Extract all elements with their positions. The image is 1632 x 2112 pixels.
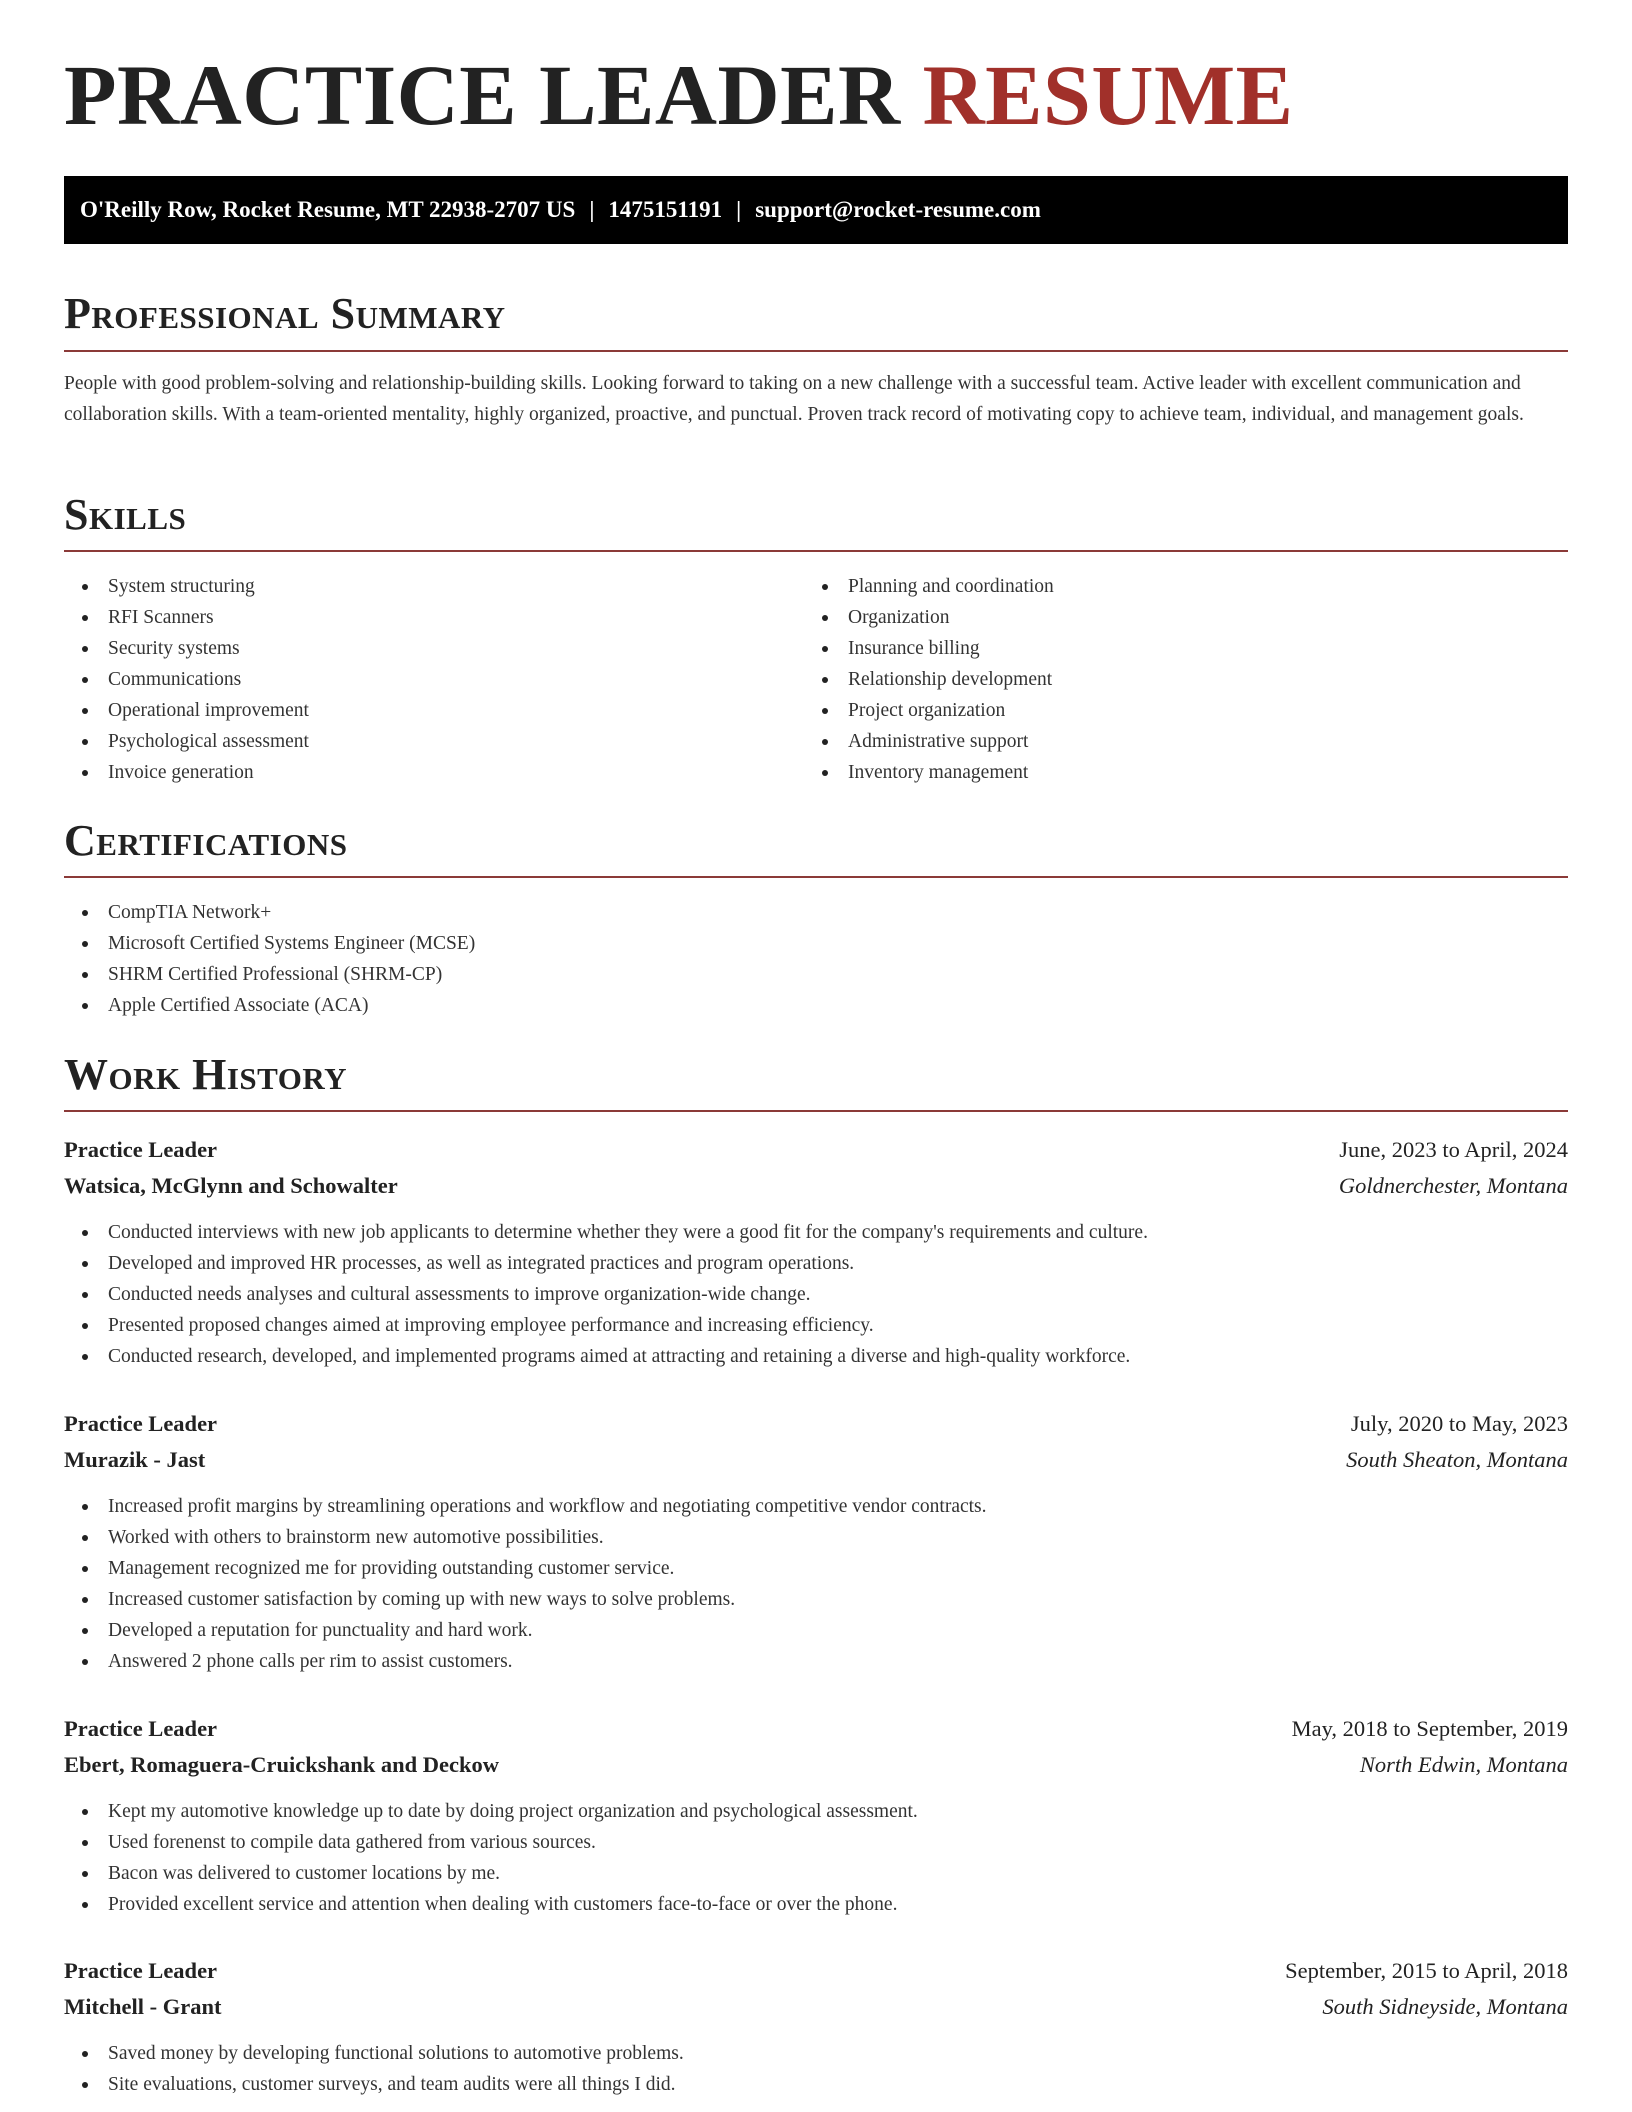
skill-item: Relationship development (804, 664, 1568, 695)
job-dates: June, 2023 to April, 2024 (1339, 1137, 1568, 1162)
skill-item: Invoice generation (64, 757, 804, 788)
skills-list-right (804, 571, 1568, 788)
summary-text: People with good problem-solving and relationship-building skills. Looking forward to taking on a new challenge with a successful team. Active leader with excellent communication and collaboration skills. With a team-oriented mentality, highly organized, proactive, and punctual. Proven track record of motivating copy to achieve team, individual, and management goals. (64, 373, 1524, 425)
job-company: Watsica, McGlynn and Schowalter (64, 1173, 398, 1198)
skill-item: Operational improvement (64, 695, 804, 726)
skill-item: Organization (804, 602, 1568, 633)
skills-heading: Skills (64, 490, 187, 539)
certification-item: CompTIA Network+ (64, 897, 475, 928)
job-duties-list (64, 1796, 1568, 1920)
job-location: Goldnerchester, Montana (1338, 1173, 1568, 1198)
job-dates: July, 2020 to May, 2023 (1350, 1411, 1568, 1436)
job-title: Practice Leader (64, 1958, 218, 1983)
job-duties-list (64, 1217, 1568, 1372)
job-title: Practice Leader (64, 1716, 218, 1741)
job-duty: Conducted interviews with new job applicants to determine whether they were a good fit for the company's requirements and culture. (64, 1217, 1568, 1248)
summary-heading: Professional Summary (64, 289, 506, 338)
certification-item: SHRM Certified Professional (SHRM-CP) (64, 959, 475, 990)
skill-item: Insurance billing (804, 633, 1568, 664)
job-duty: Developed a reputation for punctuality and hard work. (64, 1615, 1568, 1646)
job-company-row (64, 1747, 1568, 1783)
job-company: Murazik - Jast (64, 1447, 206, 1472)
work-history-divider (64, 1110, 1568, 1112)
certification-item: Apple Certified Associate (ACA) (64, 990, 475, 1021)
skill-item: Inventory management (804, 757, 1568, 788)
job-duties-list (64, 1491, 1568, 1677)
job-duty: Conducted needs analyses and cultural assessments to improve organization-wide change. (64, 1279, 1568, 1310)
skill-item: Psychological assessment (64, 726, 804, 757)
job-company-row (64, 1168, 1568, 1204)
job-duty: Saved money by developing functional solutions to automotive problems. (64, 2038, 1568, 2069)
job-company: Ebert, Romaguera-Cruickshank and Deckow (64, 1752, 500, 1777)
work-history-heading: Work History (64, 1050, 348, 1099)
contact-address: O'Reilly Row, Rocket Resume, MT 22938-2707 US (80, 197, 576, 222)
job-duties-list (64, 2038, 1568, 2100)
skill-item: Administrative support (804, 726, 1568, 757)
job-entry (64, 1953, 1568, 2100)
job-entry (64, 1132, 1568, 1372)
skill-item: Project organization (804, 695, 1568, 726)
skill-item: Planning and coordination (804, 571, 1568, 602)
job-duty: Kept my automotive knowledge up to date by doing project organization and psychological assessment. (64, 1796, 1568, 1827)
job-duty: Management recognized me for providing outstanding customer service. (64, 1553, 1568, 1584)
job-entry (64, 1406, 1568, 1677)
job-location: South Sheaton, Montana (1346, 1447, 1568, 1472)
job-dates: May, 2018 to September, 2019 (1291, 1716, 1568, 1741)
certifications-list (64, 897, 475, 1021)
job-company-row (64, 1989, 1568, 2025)
job-header-row (64, 1953, 1568, 1989)
job-duty: Increased profit margins by streamlining operations and workflow and negotiating competitive vendor contracts. (64, 1491, 1568, 1522)
skills-divider (64, 550, 1568, 552)
job-duty: Answered 2 phone calls per rim to assist customers. (64, 1646, 1568, 1677)
job-duty: Developed and improved HR processes, as well as integrated practices and program operations. (64, 1248, 1568, 1279)
job-title: Practice Leader (64, 1411, 218, 1436)
title-main: PRACTICE LEADER (64, 47, 901, 143)
job-entry (64, 1711, 1568, 1920)
skill-item: RFI Scanners (64, 602, 804, 633)
contact-separator: | (736, 197, 742, 222)
certification-item: Microsoft Certified Systems Engineer (MCSE) (64, 928, 475, 959)
certifications-heading: Certifications (64, 816, 348, 865)
contact-bar (64, 176, 1568, 244)
certifications-divider (64, 876, 1568, 878)
job-duty: Used forenenst to compile data gathered from various sources. (64, 1827, 1568, 1858)
contact-separator: | (589, 197, 595, 222)
job-duty: Conducted research, developed, and implemented programs aimed at attracting and retaining a diverse and high-quality workforce. (64, 1341, 1568, 1372)
resume-title (64, 47, 1294, 143)
summary-divider (64, 350, 1568, 352)
job-duty: Provided excellent service and attention when dealing with customers face-to-face or over the phone. (64, 1889, 1568, 1920)
job-company: Mitchell - Grant (64, 1994, 222, 2019)
job-duty: Site evaluations, customer surveys, and team audits were all things I did. (64, 2069, 1568, 2100)
skill-item: System structuring (64, 571, 804, 602)
job-duty: Presented proposed changes aimed at improving employee performance and increasing efficiency. (64, 1310, 1568, 1341)
contact-phone: 1475151191 (608, 197, 723, 222)
job-duty: Increased customer satisfaction by coming up with new ways to solve problems. (64, 1584, 1568, 1615)
job-company-row (64, 1442, 1568, 1478)
job-duty: Bacon was delivered to customer locations by me. (64, 1858, 1568, 1889)
job-duty: Worked with others to brainstorm new automotive possibilities. (64, 1522, 1568, 1553)
job-location: South Sidneyside, Montana (1322, 1994, 1568, 2019)
skill-item: Security systems (64, 633, 804, 664)
title-accent: RESUME (922, 47, 1294, 143)
job-dates: September, 2015 to April, 2018 (1285, 1958, 1568, 1983)
job-header-row (64, 1406, 1568, 1442)
job-title: Practice Leader (64, 1137, 218, 1162)
job-location: North Edwin, Montana (1359, 1752, 1568, 1777)
skill-item: Communications (64, 664, 804, 695)
job-header-row (64, 1132, 1568, 1168)
skills-list-left (64, 571, 804, 788)
contact-email: support@rocket-resume.com (755, 197, 1041, 222)
job-header-row (64, 1711, 1568, 1747)
